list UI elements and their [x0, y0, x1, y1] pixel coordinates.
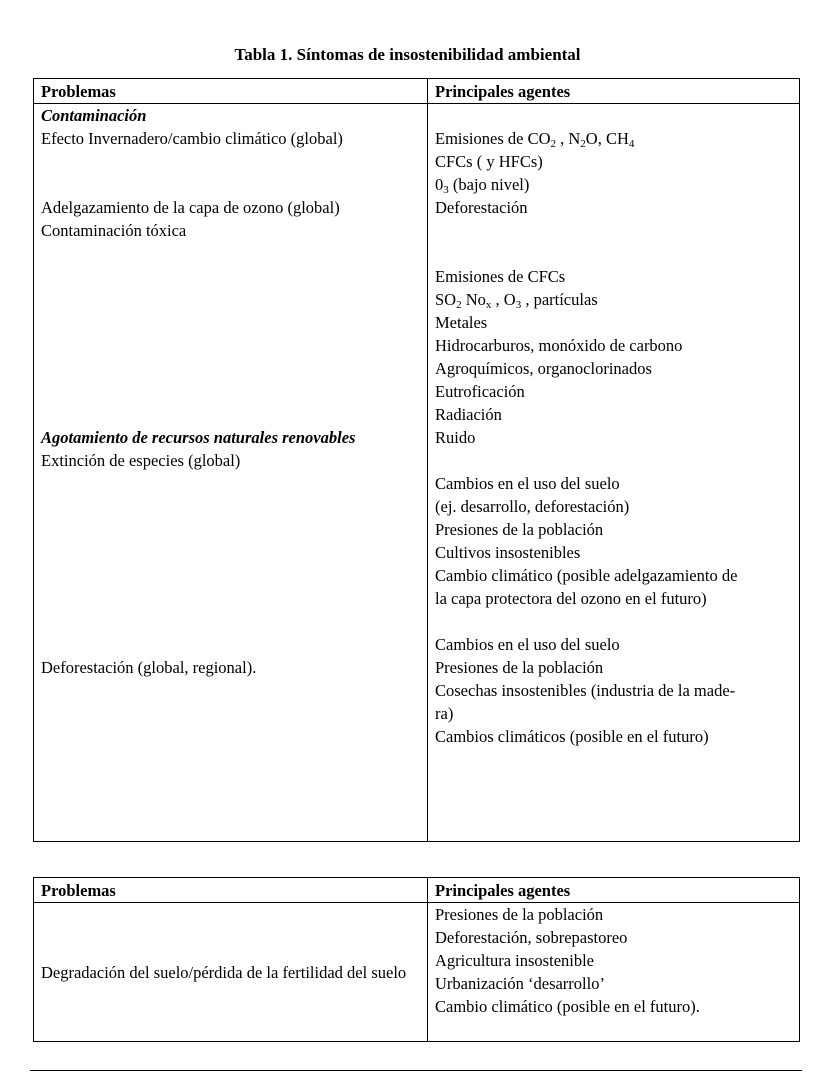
header-problemas: Problemas	[34, 79, 428, 104]
agent-cultivos: Cultivos insostenibles	[435, 543, 581, 562]
agent-presiones-poblacion: Presiones de la población	[435, 520, 604, 539]
agent-deforestacion: Deforestación	[435, 198, 528, 217]
agent-cfcs-hfcs: CFCs ( y HFCs)	[435, 152, 543, 171]
table-title: Tabla 1. Síntomas de insostenibilidad ambiental	[234, 45, 581, 64]
table-2-header-row	[34, 878, 800, 903]
header-problemas-2: Problemas	[34, 878, 428, 903]
table-1-header-row	[34, 79, 800, 104]
agent-emisiones-cfcs: Emisiones de CFCs	[435, 267, 566, 286]
agents-column-2	[428, 903, 800, 1042]
agent-cambios-suelo-2: Cambios en el uso del suelo	[435, 635, 620, 654]
agent-cosechas-line2: ra)	[435, 704, 454, 723]
table-2	[33, 877, 800, 1042]
agent-metales: Metales	[435, 313, 488, 332]
agent-ruido: Ruido	[435, 428, 476, 447]
agent-ozono-bajo-nivel: $0_3$ (bajo nivel)	[435, 175, 530, 196]
section-heading-agotamiento: Agotamiento de recursos naturales renovables	[41, 428, 356, 447]
footer-rule	[30, 1070, 802, 1071]
agent-cambio-climatico-line1: Cambio climático (posible adelgazamiento de	[435, 566, 738, 585]
agent-presiones-poblacion-2: Presiones de la población	[435, 658, 604, 677]
agent-cosechas-line1: Cosechas insostenibles (industria de la made-	[435, 681, 736, 700]
agent-2-deforestacion: Deforestación, sobrepastoreo	[435, 928, 628, 947]
agent-cambio-climatico-line2: la capa protectora del ozono en el futuro)	[435, 589, 707, 608]
agent-2-urbanizacion: Urbanización ‘desarrollo’	[435, 974, 605, 993]
agent-agroquimicos: Agroquímicos, organoclorinados	[435, 359, 652, 378]
problems-column	[34, 104, 428, 842]
problem-contaminacion-toxica: Contaminación tóxica	[41, 221, 187, 240]
agent-2-cambio-climatico: Cambio climático (posible en el futuro).	[435, 997, 700, 1016]
problem-adelgazamiento-ozono: Adelgazamiento de la capa de ozono (global)	[41, 198, 340, 217]
header-principales-agentes: Principales agentes	[428, 79, 800, 104]
table-1-body-row	[34, 104, 800, 842]
agent-cambios-climaticos: Cambios climáticos (posible en el futuro)	[435, 727, 709, 746]
agent-2-agricultura: Agricultura insostenible	[435, 951, 595, 970]
agent-eutroficacion: Eutroficación	[435, 382, 525, 401]
problem-deforestacion: Deforestación (global, regional).	[41, 658, 257, 677]
problem-extincion-especies: Extinción de especies (global)	[41, 451, 241, 470]
agent-radiacion: Radiación	[435, 405, 502, 424]
problems-column-2	[34, 903, 428, 1042]
table-1	[33, 78, 800, 842]
agent-so2-nox: $SO_2$ $No_x$ , $O_3$ , partículas	[435, 290, 598, 311]
agent-ej-desarrollo: (ej. desarrollo, deforestación)	[435, 497, 630, 516]
agent-hidrocarburos: Hidrocarburos, monóxido de carbono	[435, 336, 683, 355]
problem-efecto-invernadero: Efecto Invernadero/cambio climático (global)	[41, 129, 343, 148]
agent-2-presiones: Presiones de la población	[435, 905, 604, 924]
section-heading-contaminacion: Contaminación	[41, 106, 147, 125]
table-2-body-row	[34, 903, 800, 1042]
problem-degradacion-suelo: Degradación del suelo/pérdida de la fertilidad del suelo	[41, 962, 407, 982]
agent-cambios-suelo: Cambios en el uso del suelo	[435, 474, 620, 493]
agents-column	[428, 104, 800, 842]
agent-emisiones-co2: Emisiones de $CO_2$ , $N_2O$, $CH_4$	[435, 129, 635, 150]
header-principales-agentes-2: Principales agentes	[428, 878, 800, 903]
